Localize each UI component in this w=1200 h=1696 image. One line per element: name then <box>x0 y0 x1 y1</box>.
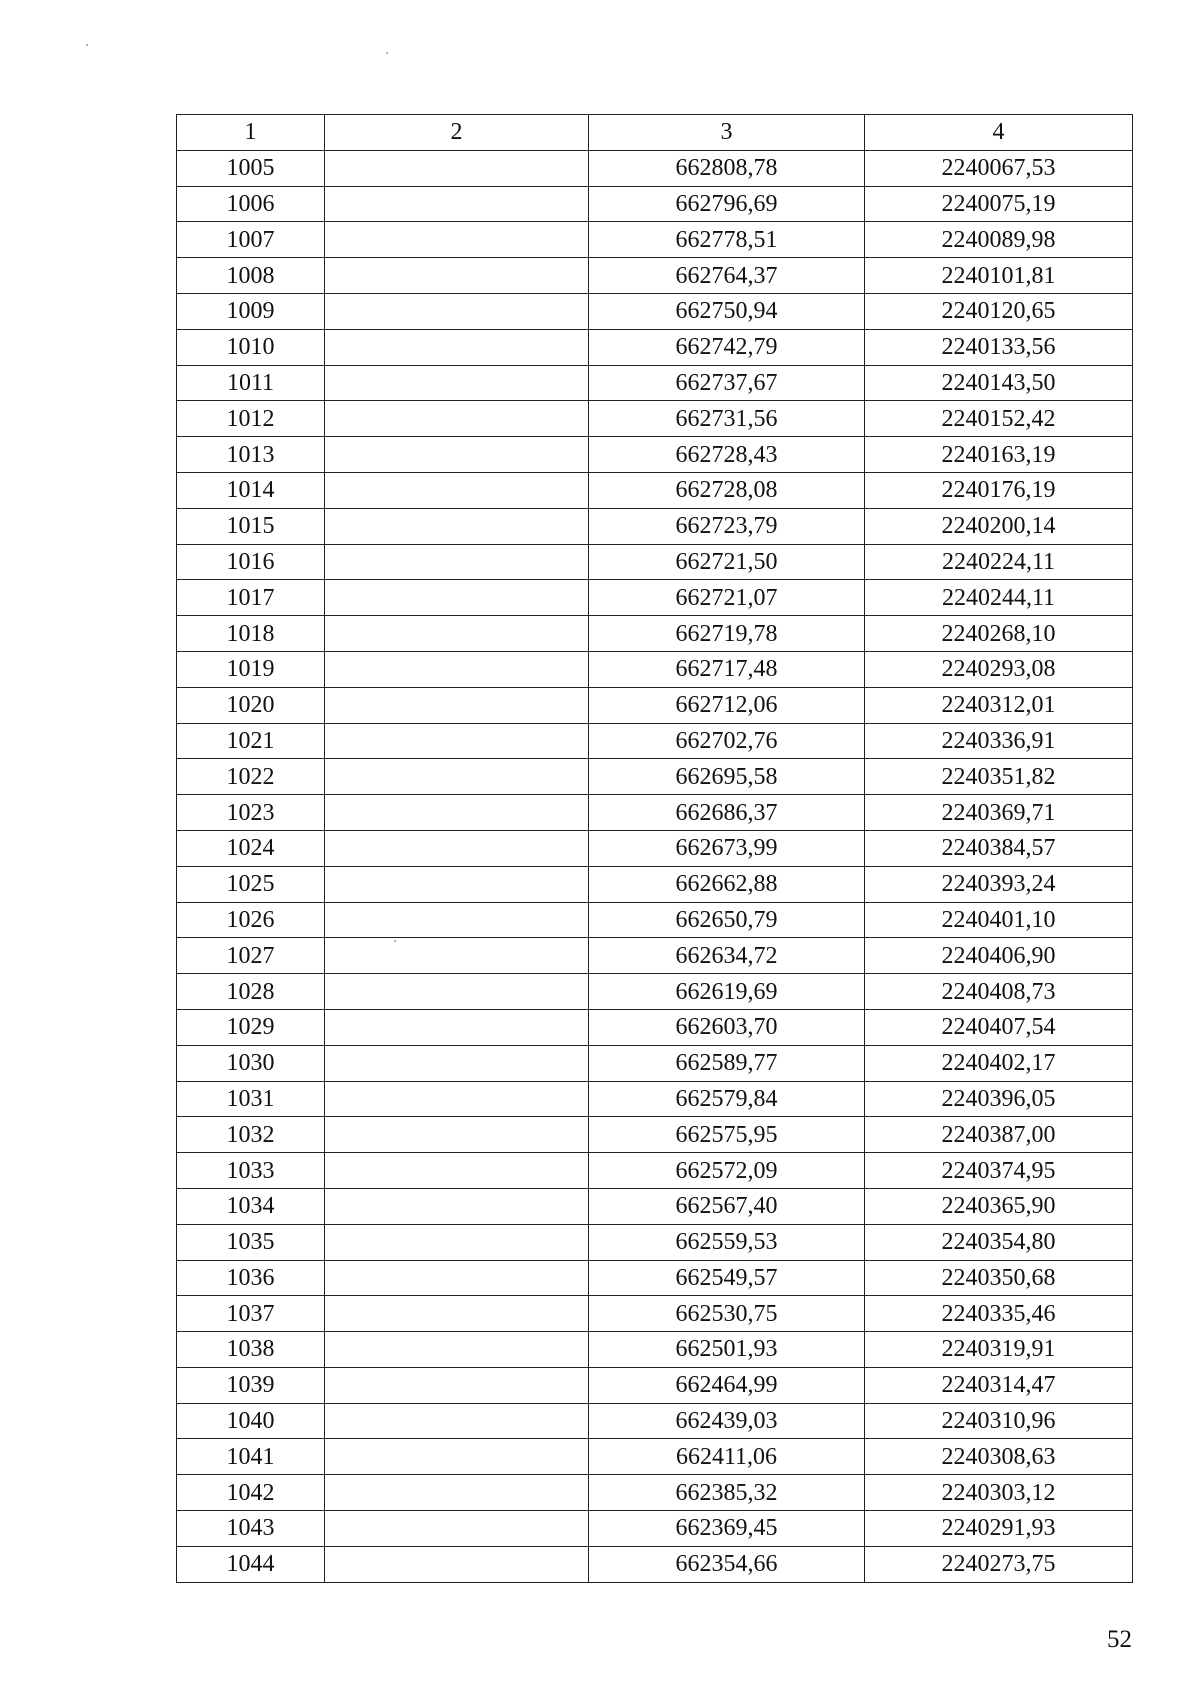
x-coordinate-cell: 662589,77 <box>589 1045 865 1081</box>
description-cell <box>325 1224 589 1260</box>
description-cell <box>325 687 589 723</box>
y-coordinate-cell: 2240350,68 <box>865 1260 1133 1296</box>
x-coordinate-cell: 662369,45 <box>589 1511 865 1547</box>
table-row <box>177 938 1133 974</box>
table-row <box>177 1153 1133 1189</box>
table-row <box>177 472 1133 508</box>
table-row <box>177 759 1133 795</box>
x-coordinate-cell: 662662,88 <box>589 866 865 902</box>
y-coordinate-cell: 2240408,73 <box>865 974 1133 1010</box>
table-row <box>177 651 1133 687</box>
point-number-cell: 1020 <box>177 687 325 723</box>
description-cell <box>325 974 589 1010</box>
point-number-cell: 1028 <box>177 974 325 1010</box>
description-cell <box>325 1439 589 1475</box>
header-cell-4: 4 <box>865 115 1133 151</box>
y-coordinate-cell: 2240163,19 <box>865 437 1133 473</box>
y-coordinate-cell: 2240152,42 <box>865 401 1133 437</box>
point-number-cell: 1019 <box>177 651 325 687</box>
table-row <box>177 1188 1133 1224</box>
point-number-cell: 1032 <box>177 1117 325 1153</box>
table-row <box>177 186 1133 222</box>
table-row <box>177 580 1133 616</box>
point-number-cell: 1041 <box>177 1439 325 1475</box>
y-coordinate-cell: 2240176,19 <box>865 472 1133 508</box>
y-coordinate-cell: 2240133,56 <box>865 329 1133 365</box>
point-number-cell: 1040 <box>177 1403 325 1439</box>
x-coordinate-cell: 662686,37 <box>589 795 865 831</box>
y-coordinate-cell: 2240374,95 <box>865 1153 1133 1189</box>
table-header-row <box>177 115 1133 151</box>
table-row <box>177 150 1133 186</box>
point-number-cell: 1037 <box>177 1296 325 1332</box>
y-coordinate-cell: 2240101,81 <box>865 258 1133 294</box>
x-coordinate-cell: 662712,06 <box>589 687 865 723</box>
table-row <box>177 1475 1133 1511</box>
description-cell <box>325 186 589 222</box>
point-number-cell: 1038 <box>177 1332 325 1368</box>
y-coordinate-cell: 2240244,11 <box>865 580 1133 616</box>
table-row <box>177 1224 1133 1260</box>
header-cell-2: 2 <box>325 115 589 151</box>
x-coordinate-cell: 662501,93 <box>589 1332 865 1368</box>
point-number-cell: 1039 <box>177 1367 325 1403</box>
description-cell <box>325 1332 589 1368</box>
y-coordinate-cell: 2240335,46 <box>865 1296 1133 1332</box>
description-cell <box>325 1511 589 1547</box>
table-row <box>177 795 1133 831</box>
description-cell <box>325 651 589 687</box>
y-coordinate-cell: 2240200,14 <box>865 508 1133 544</box>
point-number-cell: 1010 <box>177 329 325 365</box>
point-number-cell: 1035 <box>177 1224 325 1260</box>
point-number-cell: 1021 <box>177 723 325 759</box>
description-cell <box>325 580 589 616</box>
x-coordinate-cell: 662717,48 <box>589 651 865 687</box>
y-coordinate-cell: 2240369,71 <box>865 795 1133 831</box>
table-row <box>177 1296 1133 1332</box>
description-cell <box>325 902 589 938</box>
y-coordinate-cell: 2240402,17 <box>865 1045 1133 1081</box>
x-coordinate-cell: 662464,99 <box>589 1367 865 1403</box>
table-row <box>177 1009 1133 1045</box>
table-row <box>177 866 1133 902</box>
y-coordinate-cell: 2240351,82 <box>865 759 1133 795</box>
x-coordinate-cell: 662567,40 <box>589 1188 865 1224</box>
description-cell <box>325 1153 589 1189</box>
description-cell <box>325 544 589 580</box>
y-coordinate-cell: 2240268,10 <box>865 616 1133 652</box>
description-cell <box>325 938 589 974</box>
table-body <box>177 115 1133 1583</box>
point-number-cell: 1006 <box>177 186 325 222</box>
y-coordinate-cell: 2240291,93 <box>865 1511 1133 1547</box>
table-row <box>177 687 1133 723</box>
x-coordinate-cell: 662723,79 <box>589 508 865 544</box>
table-row <box>177 293 1133 329</box>
x-coordinate-cell: 662530,75 <box>589 1296 865 1332</box>
point-number-cell: 1013 <box>177 437 325 473</box>
table-row <box>177 508 1133 544</box>
scan-speck <box>394 940 396 942</box>
x-coordinate-cell: 662572,09 <box>589 1153 865 1189</box>
point-number-cell: 1023 <box>177 795 325 831</box>
x-coordinate-cell: 662742,79 <box>589 329 865 365</box>
description-cell <box>325 472 589 508</box>
table-row <box>177 1332 1133 1368</box>
description-cell <box>325 1403 589 1439</box>
x-coordinate-cell: 662673,99 <box>589 830 865 866</box>
table-row <box>177 258 1133 294</box>
description-cell <box>325 437 589 473</box>
x-coordinate-cell: 662808,78 <box>589 150 865 186</box>
y-coordinate-cell: 2240354,80 <box>865 1224 1133 1260</box>
x-coordinate-cell: 662575,95 <box>589 1117 865 1153</box>
x-coordinate-cell: 662619,69 <box>589 974 865 1010</box>
table-row <box>177 544 1133 580</box>
description-cell <box>325 723 589 759</box>
description-cell <box>325 795 589 831</box>
description-cell <box>325 759 589 795</box>
x-coordinate-cell: 662764,37 <box>589 258 865 294</box>
y-coordinate-cell: 2240120,65 <box>865 293 1133 329</box>
y-coordinate-cell: 2240314,47 <box>865 1367 1133 1403</box>
y-coordinate-cell: 2240406,90 <box>865 938 1133 974</box>
description-cell <box>325 401 589 437</box>
table-row <box>177 1511 1133 1547</box>
x-coordinate-cell: 662549,57 <box>589 1260 865 1296</box>
point-number-cell: 1030 <box>177 1045 325 1081</box>
point-number-cell: 1011 <box>177 365 325 401</box>
table-row <box>177 723 1133 759</box>
y-coordinate-cell: 2240224,11 <box>865 544 1133 580</box>
point-number-cell: 1029 <box>177 1009 325 1045</box>
point-number-cell: 1015 <box>177 508 325 544</box>
table-row <box>177 830 1133 866</box>
y-coordinate-cell: 2240387,00 <box>865 1117 1133 1153</box>
x-coordinate-cell: 662579,84 <box>589 1081 865 1117</box>
description-cell <box>325 616 589 652</box>
description-cell <box>325 1009 589 1045</box>
y-coordinate-cell: 2240365,90 <box>865 1188 1133 1224</box>
y-coordinate-cell: 2240407,54 <box>865 1009 1133 1045</box>
point-number-cell: 1009 <box>177 293 325 329</box>
y-coordinate-cell: 2240396,05 <box>865 1081 1133 1117</box>
description-cell <box>325 1546 589 1582</box>
description-cell <box>325 1296 589 1332</box>
point-number-cell: 1026 <box>177 902 325 938</box>
scan-speck <box>86 44 88 46</box>
description-cell <box>325 508 589 544</box>
x-coordinate-cell: 662439,03 <box>589 1403 865 1439</box>
description-cell <box>325 1188 589 1224</box>
x-coordinate-cell: 662559,53 <box>589 1224 865 1260</box>
description-cell <box>325 222 589 258</box>
table-row <box>177 1260 1133 1296</box>
x-coordinate-cell: 662731,56 <box>589 401 865 437</box>
point-number-cell: 1014 <box>177 472 325 508</box>
description-cell <box>325 1117 589 1153</box>
description-cell <box>325 293 589 329</box>
point-number-cell: 1034 <box>177 1188 325 1224</box>
x-coordinate-cell: 662354,66 <box>589 1546 865 1582</box>
table-row <box>177 902 1133 938</box>
x-coordinate-cell: 662385,32 <box>589 1475 865 1511</box>
point-number-cell: 1007 <box>177 222 325 258</box>
y-coordinate-cell: 2240273,75 <box>865 1546 1133 1582</box>
y-coordinate-cell: 2240089,98 <box>865 222 1133 258</box>
point-number-cell: 1033 <box>177 1153 325 1189</box>
table-row <box>177 974 1133 1010</box>
point-number-cell: 1025 <box>177 866 325 902</box>
point-number-cell: 1036 <box>177 1260 325 1296</box>
table-row <box>177 1439 1133 1475</box>
description-cell <box>325 866 589 902</box>
point-number-cell: 1016 <box>177 544 325 580</box>
point-number-cell: 1042 <box>177 1475 325 1511</box>
point-number-cell: 1005 <box>177 150 325 186</box>
description-cell <box>325 329 589 365</box>
x-coordinate-cell: 662728,08 <box>589 472 865 508</box>
x-coordinate-cell: 662702,76 <box>589 723 865 759</box>
x-coordinate-cell: 662603,70 <box>589 1009 865 1045</box>
x-coordinate-cell: 662721,50 <box>589 544 865 580</box>
x-coordinate-cell: 662778,51 <box>589 222 865 258</box>
y-coordinate-cell: 2240312,01 <box>865 687 1133 723</box>
y-coordinate-cell: 2240319,91 <box>865 1332 1133 1368</box>
x-coordinate-cell: 662650,79 <box>589 902 865 938</box>
page-number: 52 <box>1107 1626 1132 1653</box>
x-coordinate-cell: 662796,69 <box>589 186 865 222</box>
point-number-cell: 1044 <box>177 1546 325 1582</box>
x-coordinate-cell: 662750,94 <box>589 293 865 329</box>
coordinates-table <box>176 114 1133 1583</box>
table-row <box>177 222 1133 258</box>
table-row <box>177 1367 1133 1403</box>
y-coordinate-cell: 2240310,96 <box>865 1403 1133 1439</box>
point-number-cell: 1031 <box>177 1081 325 1117</box>
y-coordinate-cell: 2240067,53 <box>865 150 1133 186</box>
description-cell <box>325 1260 589 1296</box>
table-row <box>177 1546 1133 1582</box>
y-coordinate-cell: 2240303,12 <box>865 1475 1133 1511</box>
table-row <box>177 365 1133 401</box>
point-number-cell: 1027 <box>177 938 325 974</box>
x-coordinate-cell: 662728,43 <box>589 437 865 473</box>
y-coordinate-cell: 2240143,50 <box>865 365 1133 401</box>
table-row <box>177 1403 1133 1439</box>
description-cell <box>325 258 589 294</box>
point-number-cell: 1012 <box>177 401 325 437</box>
y-coordinate-cell: 2240393,24 <box>865 866 1133 902</box>
header-cell-1: 1 <box>177 115 325 151</box>
scan-speck <box>386 52 388 54</box>
point-number-cell: 1017 <box>177 580 325 616</box>
table-row <box>177 1117 1133 1153</box>
y-coordinate-cell: 2240384,57 <box>865 830 1133 866</box>
point-number-cell: 1024 <box>177 830 325 866</box>
y-coordinate-cell: 2240075,19 <box>865 186 1133 222</box>
x-coordinate-cell: 662695,58 <box>589 759 865 795</box>
description-cell <box>325 830 589 866</box>
table-row <box>177 616 1133 652</box>
description-cell <box>325 1475 589 1511</box>
x-coordinate-cell: 662719,78 <box>589 616 865 652</box>
point-number-cell: 1008 <box>177 258 325 294</box>
y-coordinate-cell: 2240401,10 <box>865 902 1133 938</box>
description-cell <box>325 1045 589 1081</box>
table-row <box>177 437 1133 473</box>
y-coordinate-cell: 2240336,91 <box>865 723 1133 759</box>
table-row <box>177 329 1133 365</box>
table-row <box>177 401 1133 437</box>
point-number-cell: 1043 <box>177 1511 325 1547</box>
header-cell-3: 3 <box>589 115 865 151</box>
y-coordinate-cell: 2240308,63 <box>865 1439 1133 1475</box>
point-number-cell: 1018 <box>177 616 325 652</box>
point-number-cell: 1022 <box>177 759 325 795</box>
description-cell <box>325 1367 589 1403</box>
x-coordinate-cell: 662737,67 <box>589 365 865 401</box>
x-coordinate-cell: 662721,07 <box>589 580 865 616</box>
description-cell <box>325 1081 589 1117</box>
description-cell <box>325 150 589 186</box>
x-coordinate-cell: 662411,06 <box>589 1439 865 1475</box>
description-cell <box>325 365 589 401</box>
y-coordinate-cell: 2240293,08 <box>865 651 1133 687</box>
table-row <box>177 1045 1133 1081</box>
x-coordinate-cell: 662634,72 <box>589 938 865 974</box>
table-row <box>177 1081 1133 1117</box>
